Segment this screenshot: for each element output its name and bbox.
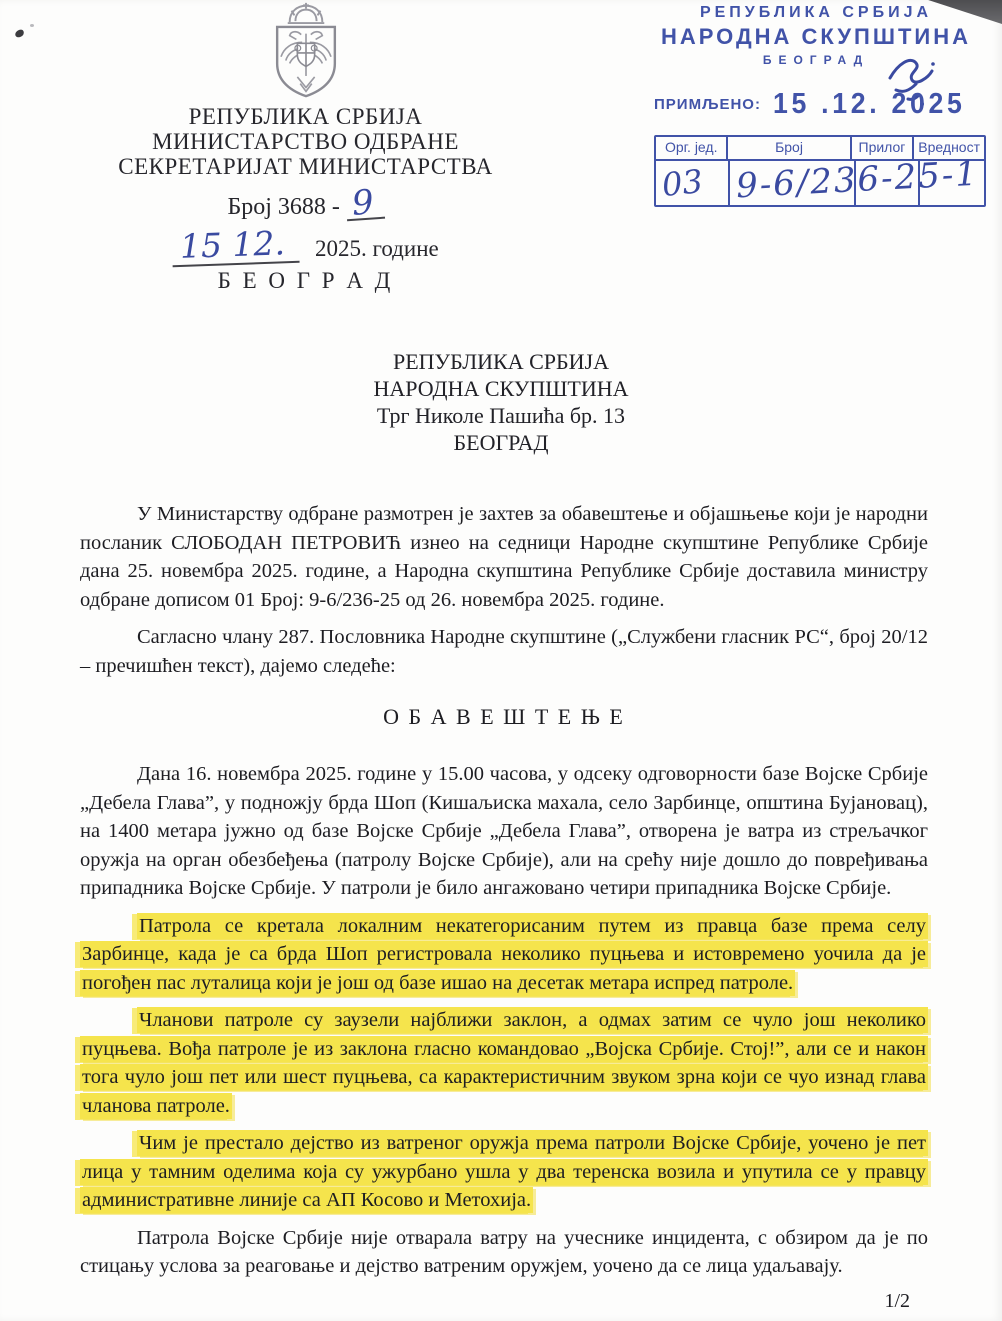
recipient-assembly: НАРОДНА СКУПШТИНА — [373, 376, 629, 401]
case-number-handwritten: 9-6/236-25-1 — [735, 153, 980, 207]
ministry-letterhead — [118, 0, 493, 294]
document-date-line — [118, 223, 493, 266]
header-attachment: Прилог — [852, 137, 915, 161]
header-number: Број — [728, 137, 851, 161]
incident-paragraph: Дана 16. новембра 2025. године у 15.00 часова, у одсеку одговорности базе Војске Србије „Дебела Глава”, у подножју брда Шоп (Кишаљиска махала, село Зарбинце, општина Бујановац), на 1400 метара јужно од базе Војске Србије „Дебела Глава”, отворена је ватра из стрељачког оружја на орган обезбеђења (патролу Војске Србије), али на срећу није дошло до повређивања припадника Војске Србије. У патроли је било ангажовано четири припадника Војске Србије. — [80, 763, 928, 899]
recipient-address-block — [0, 348, 1002, 456]
assembly-reception-stamp — [640, 4, 992, 207]
letterhead-country: РЕПУБЛИКА СРБИЈА — [188, 104, 423, 129]
received-stamp-row — [654, 88, 983, 121]
document-number-line — [118, 182, 493, 224]
highlighted-paragraph-2 — [80, 1006, 928, 1120]
highlight-mark: Чим је престало дејство из ватреног оружја према патроли Војске Србије, уочено је пет лица у тамним оделима која су ужурбано ушла у два теренска возила и упутила се у правцу административне линије са АП Косово и Метохија. — [82, 1132, 926, 1211]
coat-of-arms-icon — [247, 0, 365, 100]
date-handwritten: 15 12. — [172, 227, 300, 267]
notice-heading: О Б А В Е Ш Т Е Њ Е — [383, 704, 625, 729]
received-label: ПРИМЉЕНО: — [654, 96, 761, 113]
org-unit-handwritten: 03 — [660, 161, 705, 205]
legal-basis-paragraph: Сагласно члану 287. Пословника Народне скупштине („Службени гласник РС“, број 20/12 – пречишћен текст), дајемо следеће: — [80, 626, 928, 677]
recipient-country: РЕПУБЛИКА СРБИЈА — [393, 349, 609, 374]
letterhead-ministry: МИНИСТАРСТВО ОДБРАНЕ — [152, 129, 459, 154]
date-printed: 2025. године — [314, 236, 439, 261]
highlighted-paragraph-3 — [80, 1129, 928, 1215]
letterhead-city: Б Е О Г Р А Д — [217, 268, 394, 293]
document-number-label: Број 3688 - — [227, 194, 340, 220]
scan-speck-small — [30, 24, 34, 27]
received-date: 15 .12. 2025 — [773, 88, 966, 120]
document-number-handwritten: 9 — [345, 187, 385, 222]
highlighted-paragraph-1 — [80, 912, 928, 998]
highlight-mark: Патрола се кретала локалним некатегорисаним путем из правца базе према селу Зарбинце, када је са брда Шоп регистровала неколико пуцњева и истовремено уочила да је погођен пас луталица који је још од базе ишао на десетак метара испред патроле. — [82, 914, 926, 994]
page-number: 1/2 — [884, 1289, 910, 1312]
intro-paragraph: У Министарству одбране размотрен је захтев за обавештење и објашњење који је народни посланик СЛОБОДАН ПЕТРОВИЋ изнео на седници Народне скупштине Републике Србије дана 25. новембра 2025. године, а Народна скупштина Републике Србије доставила министру одбране дописом 01 Број: 9-6/236-25 од 26. новембра 2025. године. — [80, 503, 928, 611]
highlight-mark: Чланови патроле су заузели најближи заклон, а одмах затим се чуло још неколико пуцњева. Вођа патроле је из заклона гласно командовао „Војска Србије. Стој!”, али се и након тога чуло још пет или шест пуцњева, са карактеристичним звуком зрна који се чуо изнад глава чланова патроле. — [82, 1009, 926, 1117]
header-value: Вредност — [914, 137, 984, 161]
recipient-city: БЕОГРАД — [453, 430, 549, 455]
recipient-street: Трг Николе Пашића бр. 13 — [376, 403, 626, 428]
letterhead-secretariat: СЕКРЕТАРИЈАТ МИНИСТАРСТВА — [118, 154, 493, 179]
stamp-assembly: НАРОДНА СКУПШТИНА — [660, 24, 972, 49]
document-body — [80, 500, 928, 1313]
closing-paragraph: Патрола Војске Србије није отварала ватру на учеснике инцидента, с обзиром да је по стицању услова за реаговање и дејство ватреним оружјем, уочено да се лица удаљавају. — [80, 1226, 928, 1277]
header-org-unit: Орг. јед. — [656, 137, 728, 161]
stamp-city: БЕОГРАД — [762, 53, 870, 67]
scan-speck — [14, 29, 25, 39]
stamp-country: РЕПУБЛИКА СРБИЈА — [699, 4, 933, 21]
